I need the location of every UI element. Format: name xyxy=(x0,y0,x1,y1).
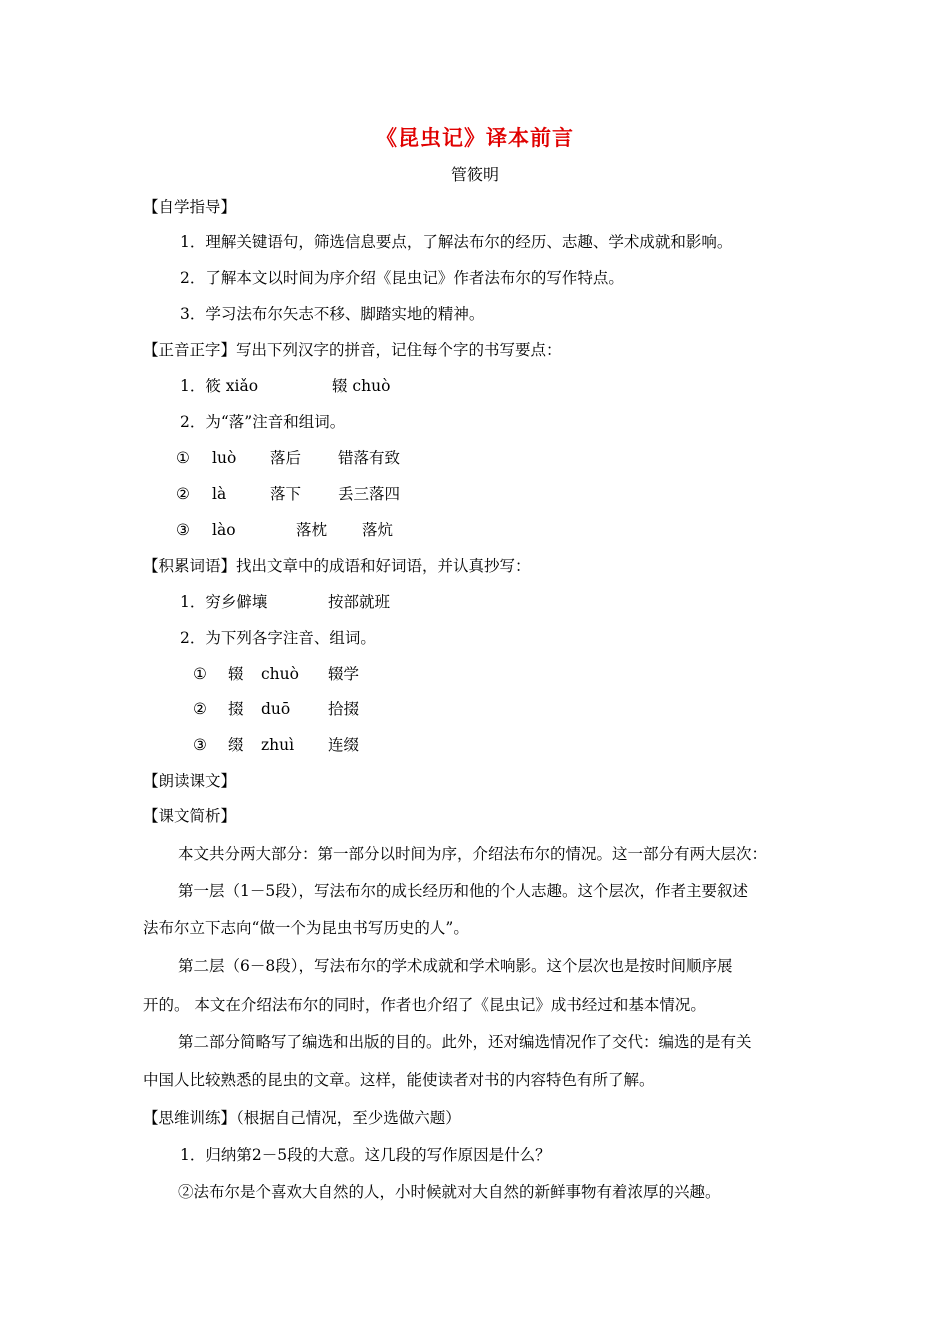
pronunciation-item-1 xyxy=(180,376,258,396)
analysis-line-2: 第一层（1－5段），写法布尔的成长经历和他的个人志趣。这个层次，作者主要叙述 xyxy=(178,882,748,900)
heading-reading: 【朗读课文】 xyxy=(143,772,237,790)
heading-pronunciation-label: 【正音正字】 xyxy=(143,341,237,359)
self-study-item-1: 1．理解关键语句，筛选信息要点，了解法布尔的经历、志趣、学术成就和影响。 xyxy=(180,233,733,251)
pronunciation-item-1b: 辍 chuò xyxy=(332,377,391,395)
heading-thinking xyxy=(143,1108,461,1128)
analysis-line-4: 第二层（6－8段），写法布尔的学术成就和学术响影。这个层次也是按时间顺序展 xyxy=(178,957,733,975)
luo-row-2-word2: 丢三落四 xyxy=(338,485,401,503)
heading-thinking-label: 【思维训练】 xyxy=(143,1109,237,1127)
vocabulary-item-2: 2．为下列各字注音、组词。 xyxy=(180,629,376,647)
thinking-answer-1: ②法布尔是个喜欢大自然的人，小时候就对大自然的新鲜事物有着浓厚的兴趣。 xyxy=(178,1183,721,1201)
luo-row-3-pinyin: lào xyxy=(212,521,236,539)
vocabulary-item-1 xyxy=(180,592,267,612)
luo-row-2-mark: ② xyxy=(176,485,190,503)
analysis-line-5: 开的。 本文在介绍法布尔的同时，作者也介绍了《昆虫记》成书经过和基本情况。 xyxy=(143,996,706,1014)
idiom-entry: 穷乡僻壤 xyxy=(205,593,268,611)
heading-vocabulary xyxy=(143,556,531,576)
item-number: 1． xyxy=(180,593,206,611)
luo-row-1-word2: 错落有致 xyxy=(338,449,401,467)
luo-row-1-word1: 落后 xyxy=(270,449,302,467)
luo-row-2-pinyin: là xyxy=(212,485,227,503)
char-row-3-char: 缀 xyxy=(228,736,244,754)
char-row-2-char: 掇 xyxy=(228,700,244,718)
char-row-2-mark: ② xyxy=(193,700,207,718)
author: 管筱明 xyxy=(450,165,499,184)
heading-self-study: 【自学指导】 xyxy=(143,198,237,216)
heading-pronunciation xyxy=(143,340,562,360)
heading-analysis: 【课文简析】 xyxy=(143,807,237,825)
heading-vocabulary-label: 【积累词语】 xyxy=(143,557,237,575)
luo-row-2-word1: 落下 xyxy=(270,485,302,503)
item-number: 1． xyxy=(180,377,206,395)
luo-row-3-word1: 落枕 xyxy=(296,521,328,539)
thinking-note: （根据自己情况，至少选做六题） xyxy=(236,1109,461,1127)
char-row-3-pinyin: zhuì xyxy=(261,736,295,754)
char-row-3-word: 连缀 xyxy=(328,736,360,754)
char-row-1-char: 辍 xyxy=(228,665,244,683)
analysis-line-1: 本文共分两大部分：第一部分以时间为序，介绍法布尔的情况。这一部分有两大层次： xyxy=(178,845,768,863)
char-row-1-word: 辍学 xyxy=(328,665,360,683)
char-row-2-word: 拾掇 xyxy=(328,700,360,718)
thinking-question-1: 1．归纳第2－5段的大意。这几段的写作原因是什么？ xyxy=(180,1146,551,1164)
analysis-line-6: 第二部分简略写了编选和出版的目的。此外，还对编选情况作了交代：编选的是有关 xyxy=(178,1033,752,1051)
luo-row-3-word2: 落炕 xyxy=(362,521,394,539)
char-row-2-pinyin: duō xyxy=(261,700,291,718)
char-row-1-pinyin: chuò xyxy=(261,665,299,683)
char-row-1-mark: ① xyxy=(193,665,207,683)
vocabulary-instruction: 找出文章中的成语和好词语，并认真抄写： xyxy=(236,557,531,575)
self-study-item-3: 3．学习法布尔矢志不移、脚踏实地的精神。 xyxy=(180,305,485,323)
analysis-line-7: 中国人比较熟悉的昆虫的文章。这样，能使读者对书的内容特色有所了解。 xyxy=(143,1071,655,1089)
char-row-3-mark: ③ xyxy=(193,736,207,754)
luo-row-3-mark: ③ xyxy=(176,521,190,539)
pinyin-entry: 筱 xiǎo xyxy=(205,377,259,395)
pronunciation-item-2: 2．为“落”注音和组词。 xyxy=(180,413,346,431)
self-study-item-2: 2．了解本文以时间为序介绍《昆虫记》作者法布尔的写作特点。 xyxy=(180,269,624,287)
page-title: 《昆虫记》译本前言 xyxy=(376,125,574,150)
luo-row-1-mark: ① xyxy=(176,449,190,467)
luo-row-1-pinyin: luò xyxy=(212,449,237,467)
vocabulary-item-1b: 按部就班 xyxy=(328,593,391,611)
pronunciation-instruction: 写出下列汉字的拼音，记住每个字的书写要点： xyxy=(236,341,562,359)
analysis-line-3: 法布尔立下志向“做一个为昆虫书写历史的人”。 xyxy=(143,919,469,937)
